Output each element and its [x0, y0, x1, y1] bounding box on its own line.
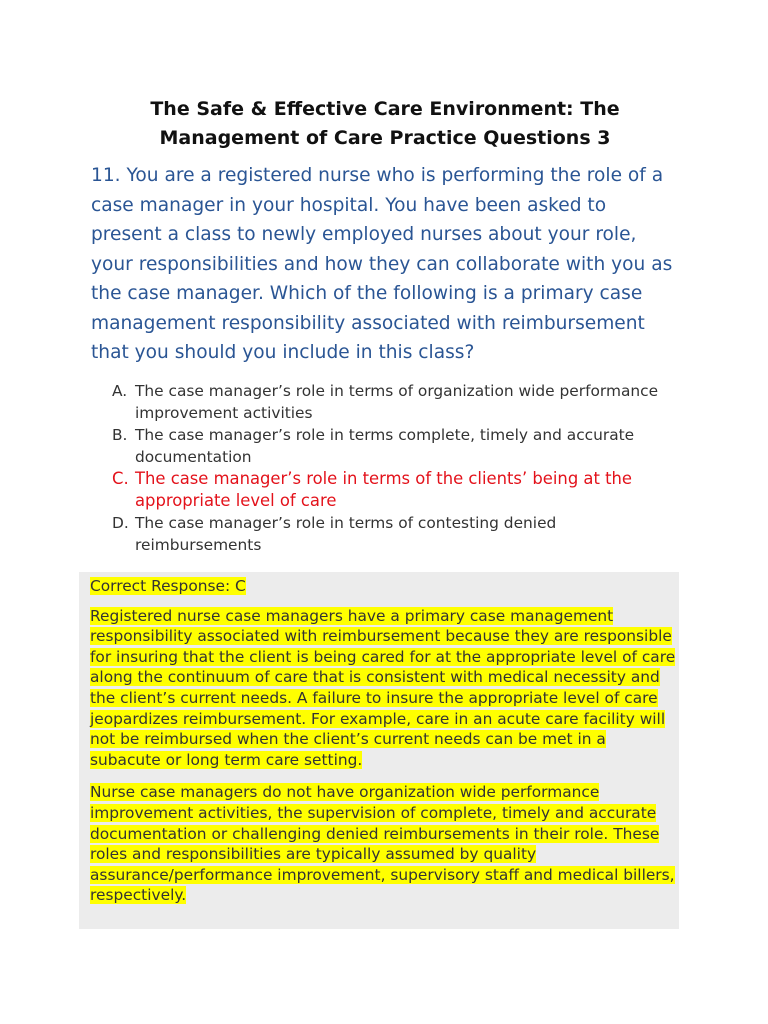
explanation-2-text: Nurse case managers do not have organization wide performance improvement activities, the supervision of complete, timely and accurate documentation or challenging denied reimbursements in their role. These roles and responsibilities are typically assumed by quality assurance/performance improvement, supervisory staff and medical billers, respectively.: [90, 783, 675, 905]
option-a: [112, 380, 682, 424]
page-title: The Safe & Effective Care Environment: The Management of Care Practice Questions 3: [150, 98, 620, 149]
correct-response-text: Correct Response: C: [90, 577, 246, 595]
explanation-paragraph-1: [90, 606, 676, 771]
option-letter: C.: [112, 469, 129, 488]
option-letter: D.: [112, 514, 129, 532]
answer-explanation-box: [79, 572, 679, 929]
option-letter: B.: [112, 426, 128, 444]
explanation-1-text: Registered nurse case managers have a primary case management responsibility associated with reimbursement because they are responsible for insuring that the client is being cared for at the appropriate level of care along the continuum of care that is consistent with medical necessity and the client’s current needs. A failure to insure the appropriate level of care jeopardizes reimbursement. For example, care in an acute care facility will not be reimbursed when the client’s current needs can be met in a subacute or long term care setting.: [90, 606, 676, 769]
answer-options: [112, 380, 682, 556]
question-text: 11. You are a registered nurse who is performing the role of a case manager in your hospital. You have been asked to present a class to newly employed nurses about your role, your responsibilities and how they can collaborate with you as the case manager. Which of the following is a primary case management responsibility associated with reimbursement that you should you include in this class?: [91, 165, 673, 363]
option-d: [112, 512, 682, 556]
answer-content: [90, 576, 676, 918]
option-text: The case manager’s role in terms of the clients’ being at the appropriate level of care: [135, 469, 633, 510]
option-text: The case manager’s role in terms complete, timely and accurate documentation: [135, 426, 635, 466]
option-text: The case manager’s role in terms of contesting denied reimbursements: [135, 514, 557, 554]
option-c-correct: [112, 468, 682, 512]
option-text: The case manager’s role in terms of organization wide performance improvement activities: [135, 382, 659, 422]
option-b: [112, 424, 682, 468]
option-letter: A.: [112, 382, 128, 400]
correct-response: [90, 576, 676, 597]
explanation-paragraph-2: [90, 782, 676, 906]
